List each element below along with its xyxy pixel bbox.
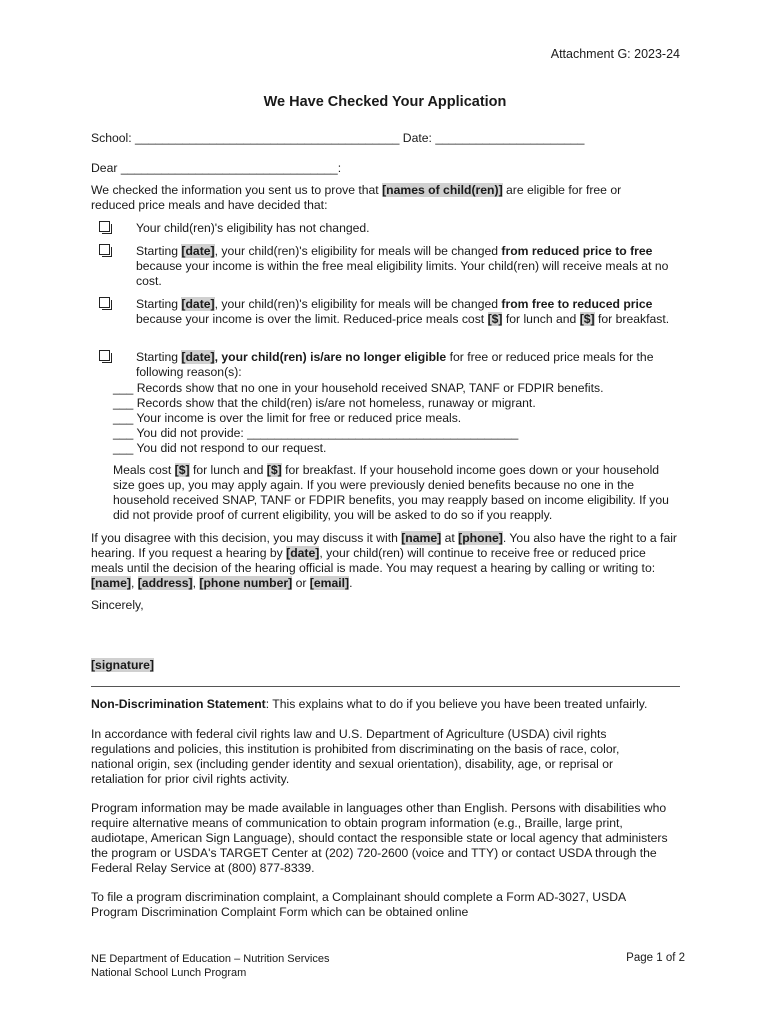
civil-rights-paragraph: In accordance with federal civil rights law and U.S. Department of Agriculture (USDA) civil rights regulations and policies, this institution is prohibited from discriminating on the basis of race, color, national origin, sex (including gender identity and sexual orientation), disability, age, or reprisal or retaliation for prior civil rights activity. [91,727,620,786]
dear-line [91,161,341,176]
dear-suffix: : [337,161,342,175]
date-placeholder: [date] [181,297,215,311]
checkbox-no-change[interactable] [99,221,110,232]
phone-number-placeholder: [phone number] [199,576,293,590]
date-placeholder: [date] [181,244,215,258]
attachment-label: Attachment G: 2023-24 [550,47,680,61]
date-label: Date: [402,131,432,145]
signature-placeholder: [signature] [91,658,154,672]
nondiscrimination-title: Non-Discrimination Statement [91,697,266,711]
program-information-paragraph: Program information may be made available in languages other than English. Persons with disabilities who require alternative means of communication to obtain program information (e.g., Braille, large print, audiotape, American Sign Language), should contact the responsible state or local agency that administers the program or USDA's TARGET Center at (202) 720-2600 (voice and TTY) or contact USDA through the Federal Relay Service at (800) 877-8339. [91,801,668,875]
dear-label: Dear [91,161,118,175]
date-blank: ______________________ [435,131,585,145]
reason-homeless: ___ Records show that the child(ren) is/are not homeless, runaway or migrant. [113,396,536,410]
breakfast-price-placeholder: [$] [266,463,282,477]
name-placeholder: [name] [401,531,442,545]
separator: , [192,576,197,590]
phone-placeholder: [phone] [458,531,503,545]
option-text: Starting [136,350,179,364]
nondiscrimination-heading [91,697,647,712]
school-label: School: [91,131,132,145]
breakfast-price-placeholder: [$] [579,312,595,326]
option-reduced-to-free [136,244,681,289]
reason-income: ___ Your income is over the limit for free or reduced price meals. [113,411,462,425]
lunch-price-placeholder: [$] [487,312,503,326]
complaint-paragraph: To file a program discrimination complaint, a Complainant should complete a Form AD-3027, USDA Program Discrimination Complaint Form which can be obtained online [91,890,626,919]
intro-text-rest: are eligible for free or reduced price meals and have decided that: [91,183,622,212]
option-text: for lunch and [505,312,577,326]
option-text: Starting [136,244,179,258]
signature-line [91,658,154,673]
section-divider [91,686,680,687]
reason-no-response: ___ You did not respond to our request. [113,441,327,455]
meals-cost-paragraph [113,463,681,523]
meals-text: Meals cost [113,463,172,477]
disagree-text: , your child(ren) will continue to receive free or reduced price meals until the decision of the hearing official is made. You may request a hearing by calling or writing to: [91,546,656,575]
email-placeholder: [email] [309,576,350,590]
disagree-text: If you disagree with this decision, you may discuss it with [91,531,398,545]
separator: . [349,576,353,590]
option-text: because your income is over the limit. Reduced-price meals cost [136,312,485,326]
school-date-line [91,131,584,146]
page-number: Page 1 of 2 [626,952,685,964]
option-no-longer-eligible [136,350,681,380]
footer-program: National School Lunch Program [91,967,247,979]
option-text: , your child(ren)'s eligibility for meals will be changed [214,297,499,311]
intro-paragraph [91,183,651,213]
name-placeholder: [name] [91,576,131,590]
date-placeholder: [date] [286,546,320,560]
disagree-paragraph [91,531,681,591]
dear-blank: ________________________________ [120,161,338,175]
option-no-change: Your child(ren)'s eligibility has not changed. [136,221,370,235]
option-text: because your income is within the free meal eligibility limits. Your child(ren) will receive meals at no cost. [136,259,669,288]
lunch-price-placeholder: [$] [174,463,190,477]
ineligible-emphasis: , your child(ren) is/are no longer eligible [214,350,447,364]
option-text: , your child(ren)'s eligibility for meals will be changed [214,244,499,258]
nondiscrimination-subtitle: : This explains what to do if you believe you have been treated unfairly. [265,697,648,711]
page-title: We Have Checked Your Application [263,94,507,110]
meals-text: for lunch and [192,463,264,477]
closing: Sincerely, [91,598,144,612]
option-text: for breakfast. [598,312,670,326]
meals-text: for breakfast. If your household income goes down or your household size goes up, you may apply again. If you were previously denied benefits because no one in the household received SNAP, TANF or FDPIR benefits, you may reapply based on income eligibility. If you did not provide proof of current eligibility, you will be asked to do so if you reapply. [113,463,669,522]
reason-snap: ___ Records show that no one in your household received SNAP, TANF or FDPIR benefits. [113,381,604,395]
checkbox-free-to-reduced[interactable] [99,297,110,308]
checkbox-reduced-to-free[interactable] [99,244,110,255]
intro-text: We checked the information you sent us to prove that [91,183,379,197]
school-blank: _______________________________________ [135,131,400,145]
footer-organization [91,952,329,980]
reason-not-provided: ___ You did not provide: ________________________________________ [113,426,519,440]
disagree-text: at [444,531,455,545]
option-text: for free or reduced price meals for the following reason(s): [136,350,654,379]
child-names-placeholder: [names of child(ren)] [382,183,503,197]
separator: , [130,576,135,590]
disagree-text: or [295,576,307,590]
date-placeholder: [date] [181,350,215,364]
disagree-text: . You also have the right to a fair hearing. If you request a hearing by [91,531,677,560]
address-placeholder: [address] [137,576,193,590]
footer-department: NE Department of Education – Nutrition Services [91,953,330,965]
option-text: Starting [136,297,179,311]
checkbox-no-longer-eligible[interactable] [99,350,110,361]
option-free-to-reduced [136,297,681,327]
change-emphasis: from reduced price to free [501,244,653,258]
change-emphasis: from free to reduced price [501,297,653,311]
